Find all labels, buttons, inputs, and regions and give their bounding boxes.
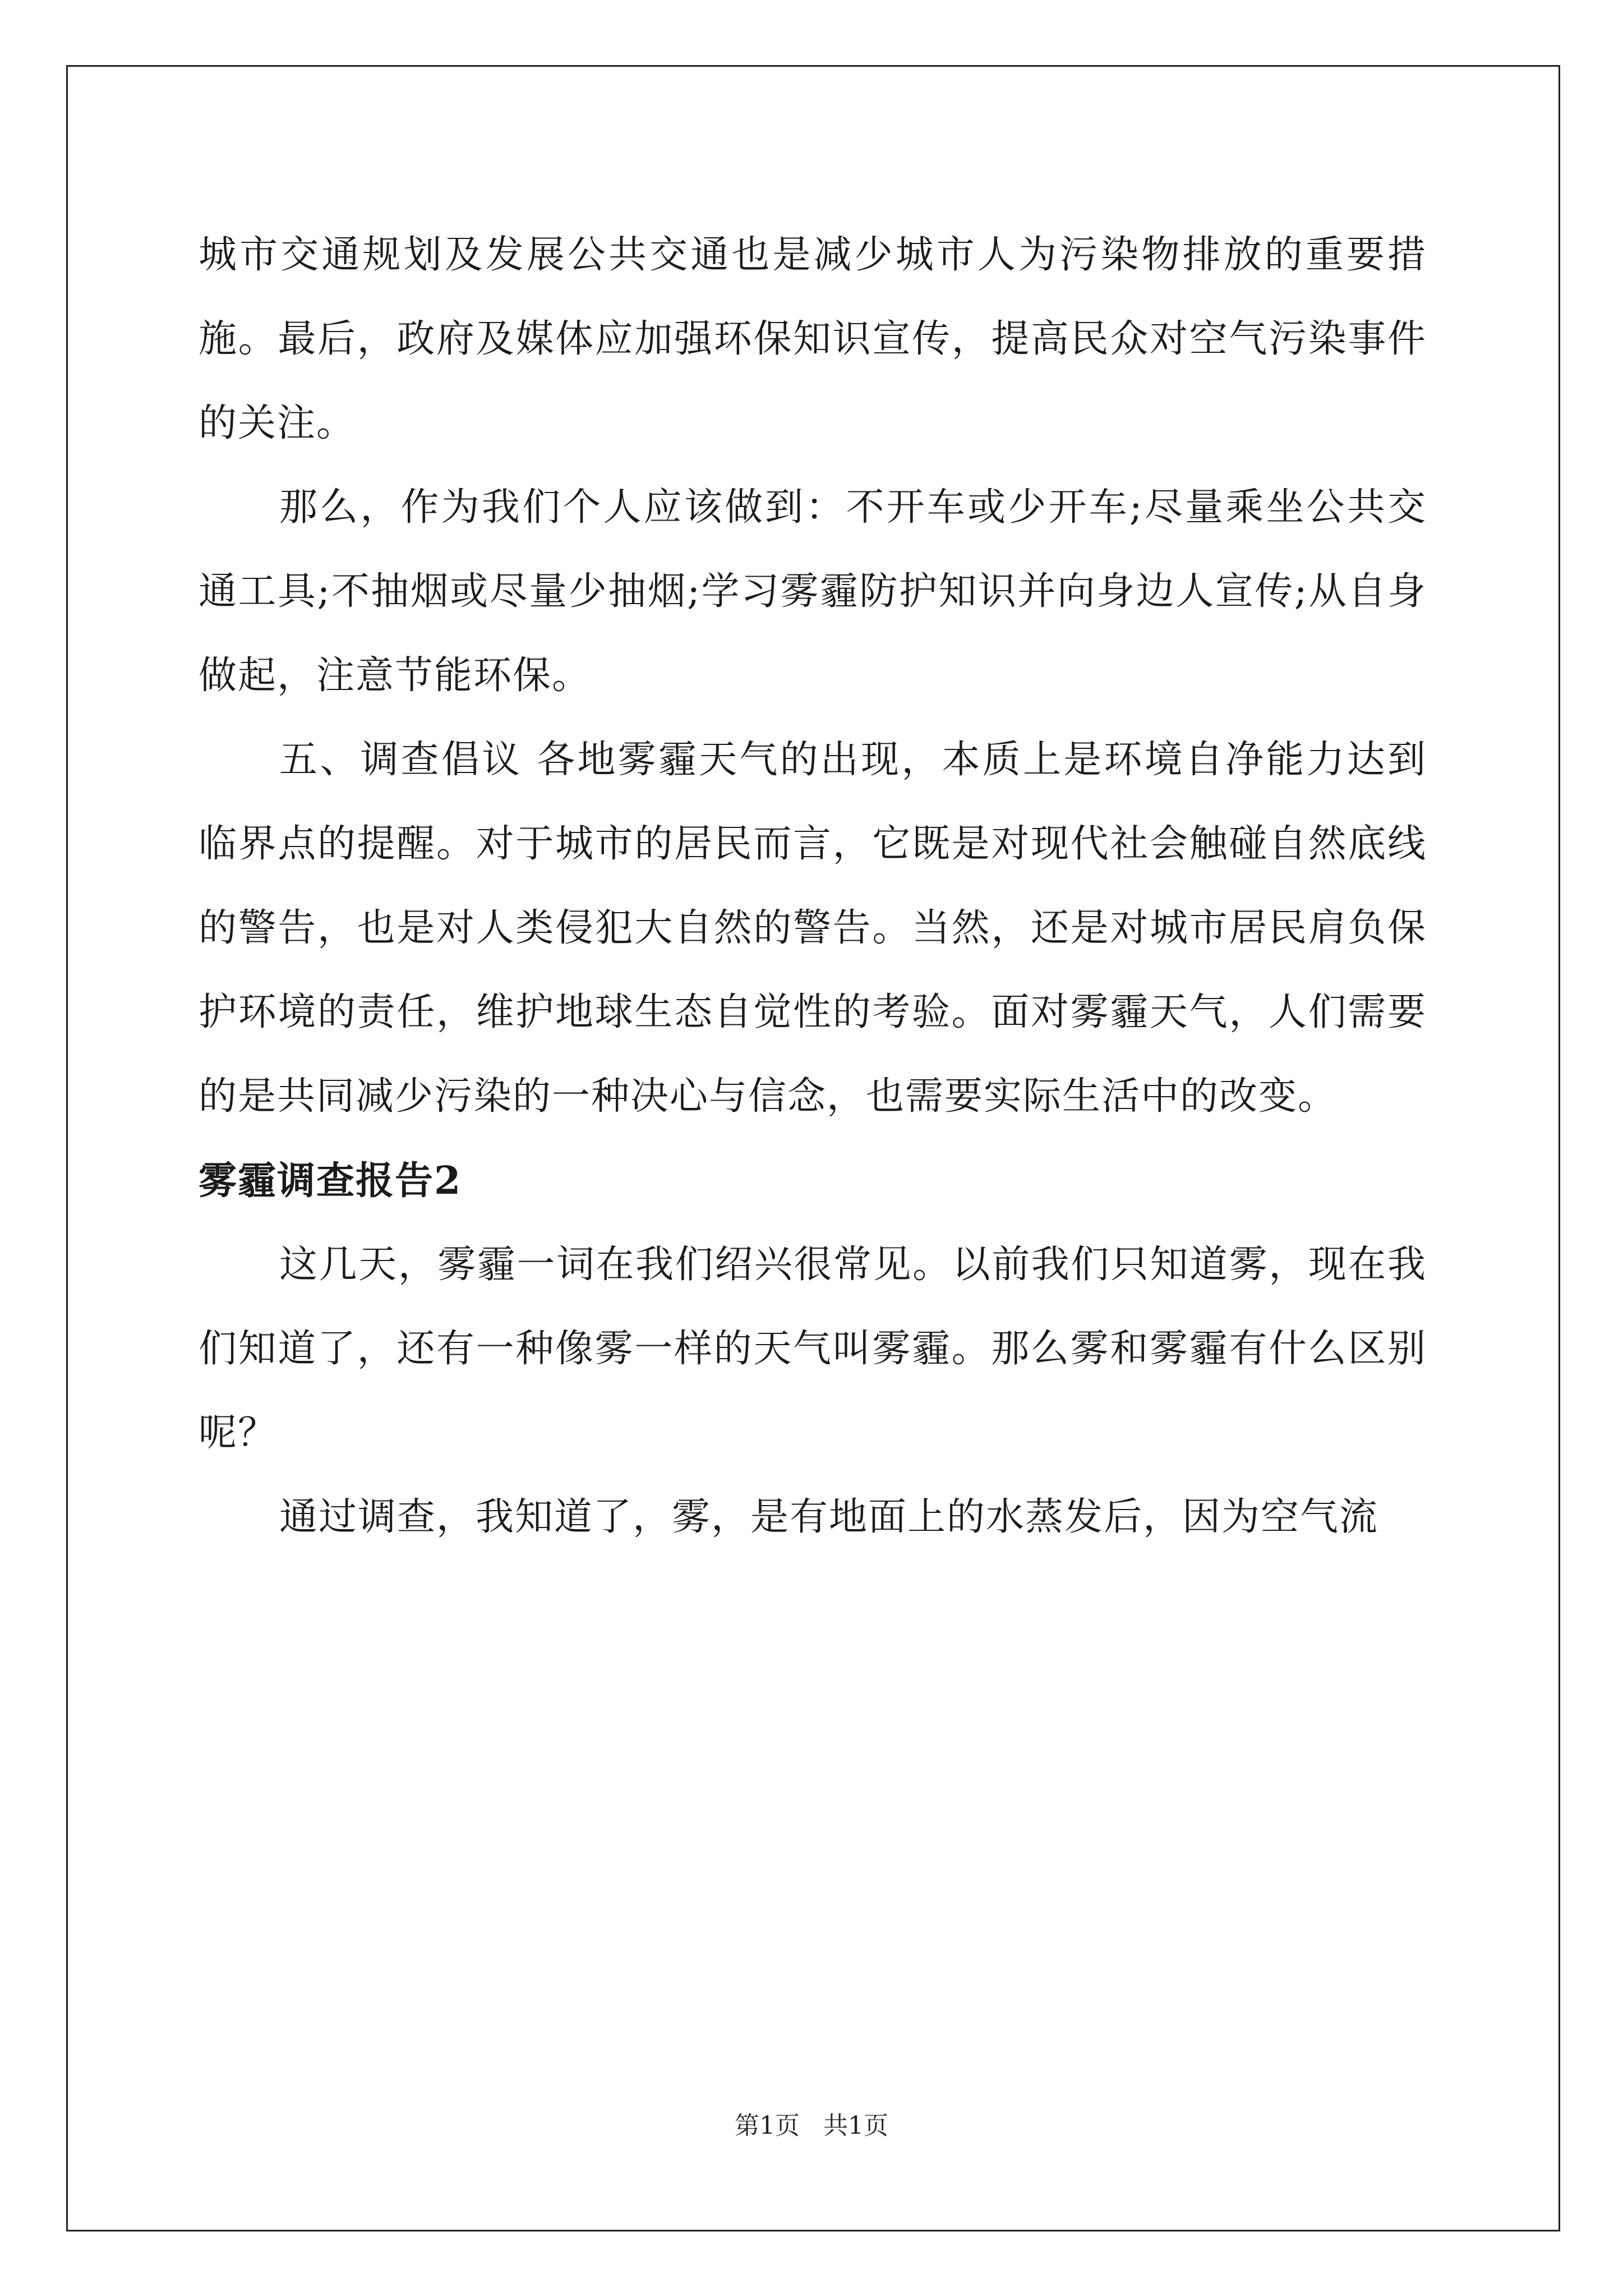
paragraph-2: 那么，作为我们个人应该做到：不开车或少开车;尽量乘坐公共交通工具;不抽烟或尽量少抽烟;学习雾霾防护知识并向身边人宣传;从自身做起，注意节能环保。 (199, 485, 1427, 698)
page-number: 第1页 (735, 2111, 800, 2140)
section-heading: 雾霾调查报告2 (199, 1158, 462, 1203)
page-footer (0, 2109, 1623, 2143)
paragraph-1: 城市交通规划及发展公共交通也是减少城市人为污染物排放的重要措施。最后，政府及媒体应加强环保知识宣传，提高民众对空气污染事件的关注。 (199, 233, 1427, 445)
document-body (199, 213, 1427, 1559)
paragraph-4: 这几天，雾霾一词在我们绍兴很常见。以前我们只知道雾，现在我们知道了，还有一种像雾一样的天气叫雾霾。那么雾和雾霾有什么区别呢？ (199, 1243, 1427, 1455)
footer-spacer (800, 2111, 823, 2140)
page-total: 共1页 (823, 2111, 888, 2140)
paragraph-3: 五、调查倡议 各地雾霾天气的出现，本质上是环境自净能力达到临界点的提醒。对于城市的居民而言，它既是对现代社会触碰自然底线的警告，也是对人类侵犯大自然的警告。当然，还是对城市居民肩负保护环境的责任，维护地球生态自觉性的考验。面对雾霾天气，人们需要的是共同减少污染的一种决心与信念，也需要实际生活中的改变。 (199, 738, 1427, 1119)
paragraph-5: 通过调查，我知道了，雾，是有地面上的水蒸发后，因为空气流 (279, 1495, 1379, 1539)
